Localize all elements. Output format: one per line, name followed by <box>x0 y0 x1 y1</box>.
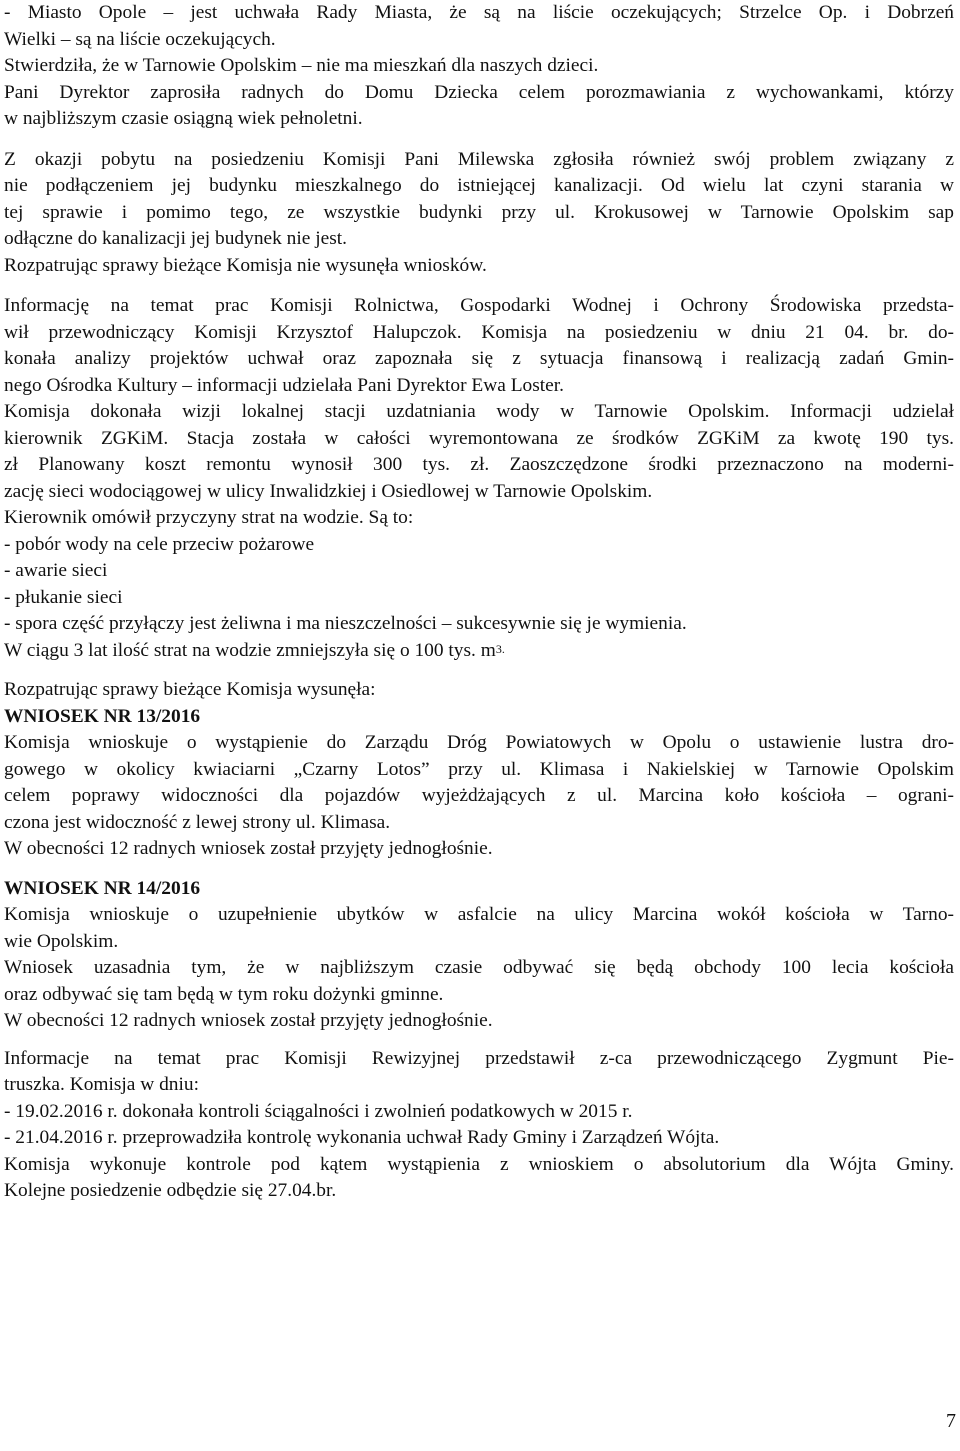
text-line: w najbliższym czasie osiągną wiek pełnoletni. <box>4 108 363 129</box>
list-item: - 21.04.2016 r. przeprowadziła kontrolę wykonania uchwał Rady Gminy i Zarządzeń Wójta. <box>4 1127 720 1148</box>
text-line: W obecności 12 radnych wniosek został przyjęty jednogłośnie. <box>4 838 493 859</box>
paragraph-spacer <box>4 664 954 677</box>
text-line: Wniosek uzasadnia tym, że w najbliższym czasie odbywać się będą obchody 100 lecia kościoła <box>4 957 954 978</box>
paragraph-spacer <box>4 863 954 876</box>
page-number: 7 <box>946 1410 956 1432</box>
list-item: - spora część przyłączy jest żeliwna i ma nieszczelności – sukcesywnie się je wymienia. <box>4 613 687 634</box>
text-line: wie Opolskim. <box>4 930 119 952</box>
text-line: truszka. Komisja w dniu: <box>4 1074 199 1095</box>
text-line: Kierownik omówił przyczyny strat na wodzie. Są to: <box>4 507 414 528</box>
text-line: Stwierdziła, że w Tarnowie Opolskim – nie ma mieszkań dla naszych dzieci. <box>4 55 599 76</box>
text-line: oraz odbywać się tam będą w tym roku dożynki gminne. <box>4 983 444 1005</box>
text-line: W obecności 12 radnych wniosek został przyjęty jednogłośnie. <box>4 1010 493 1031</box>
paragraph-audit-committee <box>4 1046 954 1205</box>
text-line: wił przewodniczący Komisji Krzysztof Halupczok. Komisja na posiedzeniu w dniu 21 04. br. do- <box>4 321 954 343</box>
motion-13-title: WNIOSEK NR 13/2016 <box>4 705 201 727</box>
text-line: zację sieci wodociągowej w ulicy Inwalidzkiej i Osiedlowej w Tarnowie Opolskim. <box>4 480 653 502</box>
text-line: odłączne do kanalizacji jej budynek nie jest. <box>4 228 347 249</box>
paragraph-milewska-sewer <box>4 147 954 280</box>
text-line: nie podłączeniem jej budynku mieszkalnego do istniejącej kanalizacji. Od wielu lat czyni starania w <box>4 175 954 196</box>
text-line: Z okazji pobytu na posiedzeniu Komisji Pani Milewska zgłosiła również swój problem związany z <box>4 148 954 170</box>
water-loss-text: W ciągu 3 lat ilość strat na wodzie zmniejszyła się o 100 tys. m <box>4 639 496 661</box>
text-line: czona jest widoczność z lewej strony ul. Klimasa. <box>4 811 391 833</box>
text-line: Rozpatrując sprawy bieżące Komisja nie wysunęła wniosków. <box>4 254 487 276</box>
list-item: - 19.02.2016 r. dokonała kontroli ściągalności i zwolnień podatkowych w 2015 r. <box>4 1100 633 1122</box>
list-item: - płukanie sieci <box>4 586 123 608</box>
text-line <box>4 638 954 665</box>
text-line: nego Ośrodka Kultury – informacji udzielała Pani Dyrektor Ewa Loster. <box>4 374 565 396</box>
superscript: 3. <box>495 641 505 656</box>
text-line: - Miasto Opole – jest uchwała Rady Miasta, że są na liście oczekujących; Strzelce Op. i Dobrzeń <box>4 2 954 23</box>
text-line: Komisja wykonuje kontrole pod kątem wystąpienia z wnioskiem o absolutorium dla Wójta Gminy. <box>4 1153 954 1175</box>
text-line: Komisja dokonała wizji lokalnej stacji uzdatniania wody w Tarnowie Opolskim. Informacji udzielał <box>4 401 954 422</box>
text-line: kierownik ZGKiM. Stacja została w całości wyremontowana ze środków ZGKiM za kwotę 190 tys. <box>4 427 954 449</box>
paragraph-agriculture-committee <box>4 293 954 664</box>
paragraph-spacer <box>4 279 954 293</box>
text-line: Komisja wnioskuje o wystąpienie do Zarządu Dróg Powiatowych w Opolu o ustawienie lustra dro- <box>4 732 954 753</box>
section-motion-14 <box>4 876 954 1035</box>
text-line: Informacje na temat prac Komisji Rewizyjnej przedstawił z-ca przewodniczącego Zygmunt Pie- <box>4 1047 954 1069</box>
text-line: Wielki – są na liście oczekujących. <box>4 28 276 50</box>
text-line: tej sprawie i pomimo tego, ze wszystkie budynki przy ul. Krokusowej w Tarnowie Opolskim sap <box>4 201 954 223</box>
text-line: konała analizy projektów uchwał oraz zapoznała się z sytuacja finansową i realizacją zadań Gmin- <box>4 348 954 369</box>
text-line: zł Planowany koszt remontu wynosił 300 tys. zł. Zaoszczędzone środki przeznaczono na moderni- <box>4 454 954 475</box>
paragraph-spacer <box>4 1035 954 1046</box>
text-line: gowego w okolicy kwiaciarni „Czarny Lotos” przy ul. Klimasa i Nakielskiej w Tarnowie Opolskim <box>4 758 954 780</box>
list-item: - awarie sieci <box>4 560 108 581</box>
text-line: Informację na temat prac Komisji Rolnictwa, Gospodarki Wodnej i Ochrony Środowiska przedsta- <box>4 295 954 316</box>
text-line: celem poprawy widoczności dla pojazdów wyjeżdżających z ul. Marcina koło kościoła – ograni- <box>4 785 954 806</box>
motion-14-title: WNIOSEK NR 14/2016 <box>4 877 201 899</box>
paragraph-opole-housing <box>4 0 954 133</box>
section-motions <box>4 677 954 863</box>
text-line: Rozpatrując sprawy bieżące Komisja wysunęła: <box>4 679 376 700</box>
text-line: Kolejne posiedzenie odbędzie się 27.04.br. <box>4 1180 337 1201</box>
paragraph-spacer <box>4 133 954 147</box>
list-item: - pobór wody na cele przeciw pożarowe <box>4 533 315 555</box>
text-line: Pani Dyrektor zaprosiła radnych do Domu Dziecka celem porozmawiania z wychowankami, którzy <box>4 81 954 103</box>
text-line: Komisja wnioskuje o uzupełnienie ubytków w asfalcie na ulicy Marcina wokół kościoła w Tarno- <box>4 904 954 925</box>
